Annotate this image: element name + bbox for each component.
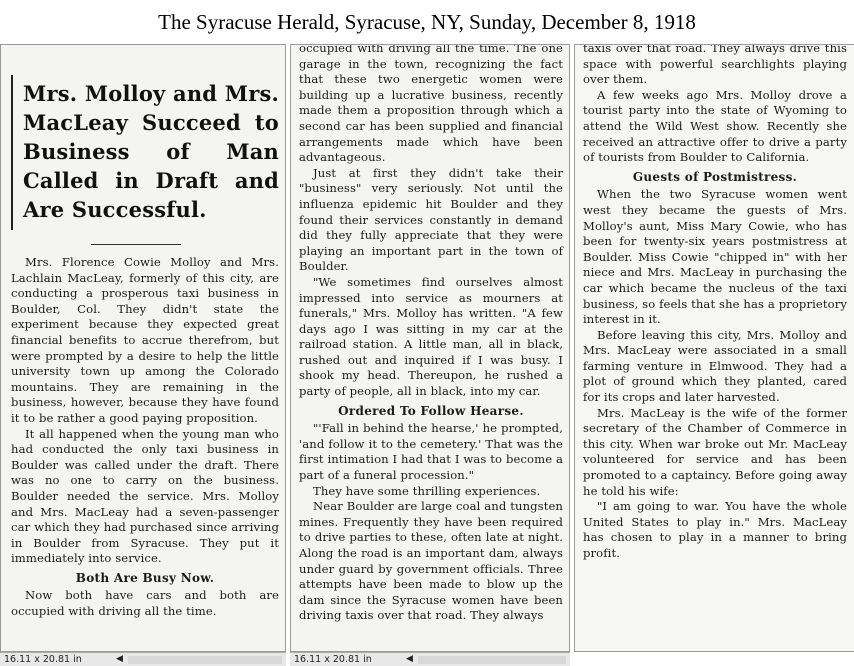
scroll-left-arrow-icon[interactable]: ◀ — [406, 654, 413, 664]
clip-column-3[interactable] — [574, 44, 854, 652]
col3-paragraph-6: "I am going to war. You have the whole United States to play in." Mrs. MacLeay has chosen to play in a manner to bring profit. — [583, 499, 847, 560]
document-size-label: 16.11 x 20.81 in — [4, 654, 82, 665]
col2-paragraph-5: They have some thrilling experiences. — [313, 483, 541, 498]
col3-paragraph-2: A few weeks ago Mrs. Molloy drove a tourist party into the state of Wyoming to attend the Wild West show. Recently she received an attractive offer to drive a party of tourists from Boulder to California. — [583, 87, 847, 165]
col1-tail-paragraph: Now both have cars and both are occupied with driving all the time. — [11, 588, 279, 619]
scroll-left-arrow-icon[interactable]: ◀ — [116, 654, 123, 664]
col1-paragraph-1: Mrs. Florence Cowie Molloy and Mrs. Lachlain MacLeay, formerly of this city, are conducting a prosperous taxi business in Boulder, Col. They didn't state the experiment because they expected great financial benefits to accrue therefrom, but were prompted by a desire to help the little university town up among the Colorado mountains. They are remaining in the business, however, because they have found it to be rather a good paying proposition. — [11, 255, 279, 425]
col2-paragraph-1: occupied with driving all the time. The one garage in the town, recognizing the fact that these two energetic women were building up a lucrative business, recently made them a proposition through which a second car has been supplied and financial arrangements made which have been advantageous. — [299, 44, 563, 165]
subhead-postmistress: Guests of Postmistress. — [632, 169, 798, 184]
article-headline: Mrs. Molloy and Mrs. MacLeay Succeed to Business of Man Called in Draft and Are Successful. — [23, 81, 279, 222]
col2-paragraph-2: Just at first they didn't take their "business" very seriously. Not until the influenza epidemic hit Boulder and they found their services constantly in demand did they fully appreciate that they were playing an important part in the town of Boulder. — [299, 165, 563, 274]
clip-column-2[interactable] — [290, 44, 570, 652]
col3-paragraph-3: When the two Syracuse women went west they became the guests of Mrs. Molloy's aunt, Miss Mary Cowie, who has been for twenty-six years postmistress at Boulder. Miss Cowie "chipped in" with her niece and Mrs. MacLeay in purchasing the car which became the nucleus of the taxi business, so feels that she has a proprietory interest in it. — [583, 187, 847, 327]
horizontal-scrollbar[interactable] — [418, 656, 566, 664]
col3-paragraph-5: Mrs. MacLeay is the wife of the former secretary of the Chamber of Commerce in this city. When war broke out Mr. MacLeay volunteered for service and has been promoted to a captaincy. Before going away he told his wife: — [583, 405, 847, 498]
subhead-both-busy: Both Are Busy Now. — [75, 570, 215, 585]
viewer-status-bar-1 — [0, 652, 286, 666]
col2-paragraph-4: "'Fall in behind the hearse,' he prompted, 'and follow it to the cemetery.' That was the first intimation I had that I was to become a part of a funeral procession." — [299, 421, 563, 483]
headline-box — [11, 75, 279, 230]
clip-column-1[interactable] — [0, 44, 286, 652]
col3-paragraph-1: taxis over that road. They always drive this space with powerful searchlights playing over them. — [583, 44, 847, 87]
horizontal-scrollbar[interactable] — [128, 656, 282, 664]
headline-rule — [91, 244, 181, 245]
masthead-title: The Syracuse Herald, Syracuse, NY, Sunday, December 8, 1918 — [0, 0, 854, 44]
col3-paragraph-4: Before leaving this city, Mrs. Molloy and Mrs. MacLeay were associated in a small farming venture in Elmwood. They had a plot of ground which they planted, cared for its crops and later harvested. — [583, 327, 847, 405]
col1-paragraph-2: It all happened when the young man who had conducted the only taxi business in Boulder was called under the draft. There was no one to carry on the business. Boulder needed the service. Mrs. Molloy and Mrs. MacLeay had a seven-passenger car which they had purchased since arriving in Boulder from Syracuse. They put it immediately into service. — [11, 426, 279, 566]
col2-paragraph-3: "We sometimes find ourselves almost impressed into service as mourners at funerals," Mrs. Molloy has written. "A few days ago I was sitting in my car at the railroad station. A little man, all in black, rushed out and inquired if I was busy. I shook my head. Thereupon, he rushed a party of people, all in black, into my car. — [299, 274, 563, 399]
document-size-label: 16.11 x 20.81 in — [294, 654, 372, 665]
col2-paragraph-6: Near Boulder are large coal and tungsten mines. Frequently they have been required to drive parties to these, often late at night. Along the road is an important dam, always under guard by government officials. Three attempts have been made to blow up the dam since the Syracuse women have been driving taxis over that road. They always — [299, 499, 563, 623]
viewer-status-bar-2 — [290, 652, 570, 666]
subhead-follow-hearse: Ordered To Follow Hearse. — [338, 403, 524, 418]
